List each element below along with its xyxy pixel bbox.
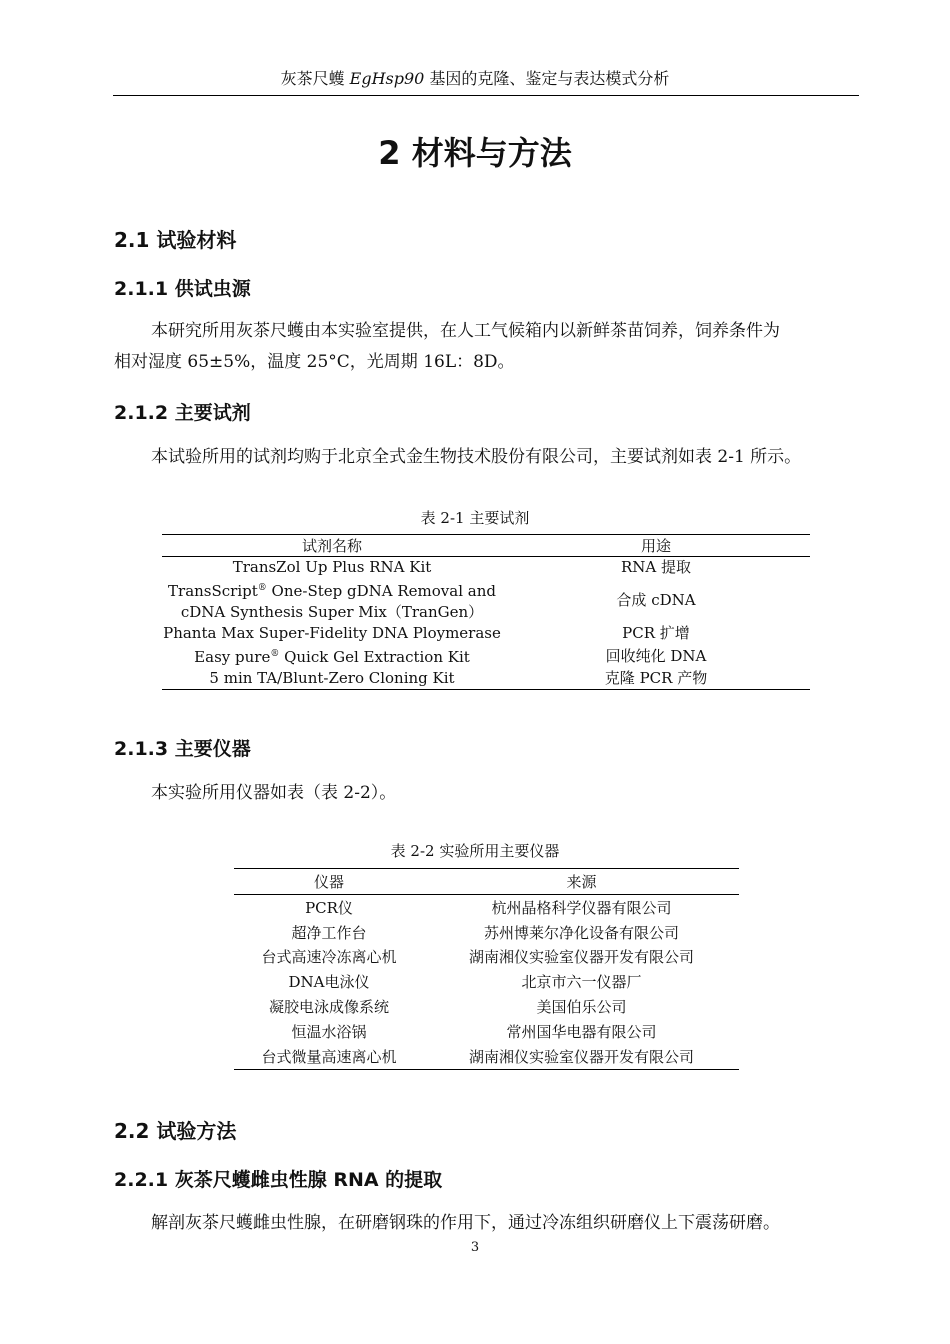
table-row [234,895,739,920]
instrument-source: 湖南湘仪实验室仪器开发有限公司 [468,948,694,967]
reagent-name-part: Quick Gel Extraction Kit [279,648,470,666]
table-row [162,623,810,644]
paragraph-reagents [114,442,862,473]
instrument-name: PCR仪 [305,898,353,917]
paragraph-instruments [114,778,862,809]
section-heading-2-2-1: 2.2.1 灰茶尺蠖雌虫性腺 RNA 的提取 [114,1169,443,1191]
section-heading-2-1-1: 2.1.1 供试虫源 [114,278,251,300]
reagent-name-part: Easy pure [194,648,271,666]
reagent-usage: RNA 提取 [620,558,692,576]
table-row [234,969,739,994]
table-row [234,994,739,1019]
section-heading-2-1-3: 2.1.3 主要仪器 [114,738,251,760]
header-suffix: 基因的克隆、鉴定与表达模式分析 [424,69,670,88]
instrument-source: 美国伯乐公司 [536,998,627,1017]
page-number: 3 [470,1240,480,1255]
instrument-name: DNA电泳仪 [288,973,370,992]
column-header-instrument: 仪器 [234,869,424,895]
table-row [162,557,810,579]
header-rule [113,95,859,96]
paragraph-rna-extraction [114,1208,862,1239]
instrument-name: 超净工作台 [291,923,367,942]
table-header-row [162,535,810,557]
section-heading-2-2: 2.2 试验方法 [114,1119,237,1143]
reagent-name: 5 min TA/Blunt-Zero Cloning Kit [209,669,455,687]
paragraph-line: 解剖灰茶尺蠖雌虫性腺，在研磨钢珠的作用下，通过冷冻组织研磨仪上下震荡研磨。 [151,1213,780,1233]
instrument-name: 凝胶电泳成像系统 [268,998,389,1017]
reagent-name [162,578,502,623]
table-row [162,668,810,690]
reagent-usage: 回收纯化 DNA [605,646,707,665]
paragraph-line: 本研究所用灰茶尺蠖由本实验室提供，在人工气候箱内以新鲜茶苗饲养，饲养条件为 [151,321,780,341]
reagent-name: Phanta Max Super-Fidelity DNA Ploymerase [163,624,501,642]
instrument-source: 常州国华电器有限公司 [506,1022,657,1041]
column-header-usage: 用途 [502,535,810,557]
chapter-title: 2 材料与方法 [378,134,572,172]
reagent-usage: 克隆 PCR 产物 [604,669,708,687]
column-header-source: 来源 [424,869,739,895]
header-prefix: 灰茶尺蠖 [280,69,350,88]
table-row [234,945,739,970]
paragraph-line: 本实验所用仪器如表（表 2-2）。 [151,783,397,803]
reagent-name [162,644,502,668]
registered-mark: ® [257,583,267,593]
reagent-name-part: cDNA Synthesis Super Mix（TranGen） [180,603,484,621]
header-gene-name: EgHsp90 [349,69,425,88]
table-row [162,644,810,668]
reagent-name: TransZol Up Plus RNA Kit [232,558,432,576]
reagent-name-part: One-Step gDNA Removal and [266,582,496,600]
reagent-name-part: TransScript [168,582,258,600]
instrument-source: 苏州博莱尔净化设备有限公司 [483,923,679,942]
table-row [234,1044,739,1069]
table-row [234,1019,739,1044]
paragraph-insect-source [114,316,862,378]
instrument-source: 湖南湘仪实验室仪器开发有限公司 [468,1047,694,1066]
paragraph-line: 相对湿度 65±5%，温度 25°C，光周期 16L：8D。 [114,352,515,372]
reagent-usage: 合成 cDNA [616,591,696,609]
instrument-source: 北京市六一仪器厂 [521,973,642,992]
reagents-table [162,534,810,690]
table-caption-2-1: 表 2-1 主要试剂 [420,509,530,527]
instrument-name: 恒温水浴锅 [291,1022,367,1041]
table-header-row [234,869,739,895]
table-row [234,920,739,945]
instrument-source: 杭州晶格科学仪器有限公司 [491,898,672,917]
instrument-name: 台式微量高速离心机 [261,1047,397,1066]
table-caption-2-2: 表 2-2 实验所用主要仪器 [390,842,560,860]
paragraph-line: 本试验所用的试剂均购于北京全式金生物技术股份有限公司，主要试剂如表 2-1 所示。 [151,447,802,467]
column-header-reagent-name: 试剂名称 [162,535,502,557]
registered-mark: ® [270,649,280,659]
instrument-name: 台式高速冷冻离心机 [261,948,397,967]
instruments-table [234,868,739,1070]
reagent-usage: PCR 扩增 [622,624,690,642]
section-heading-2-1-2: 2.1.2 主要试剂 [114,402,251,424]
running-header [0,66,950,89]
section-heading-2-1: 2.1 试验材料 [114,228,237,252]
table-row [162,578,810,623]
